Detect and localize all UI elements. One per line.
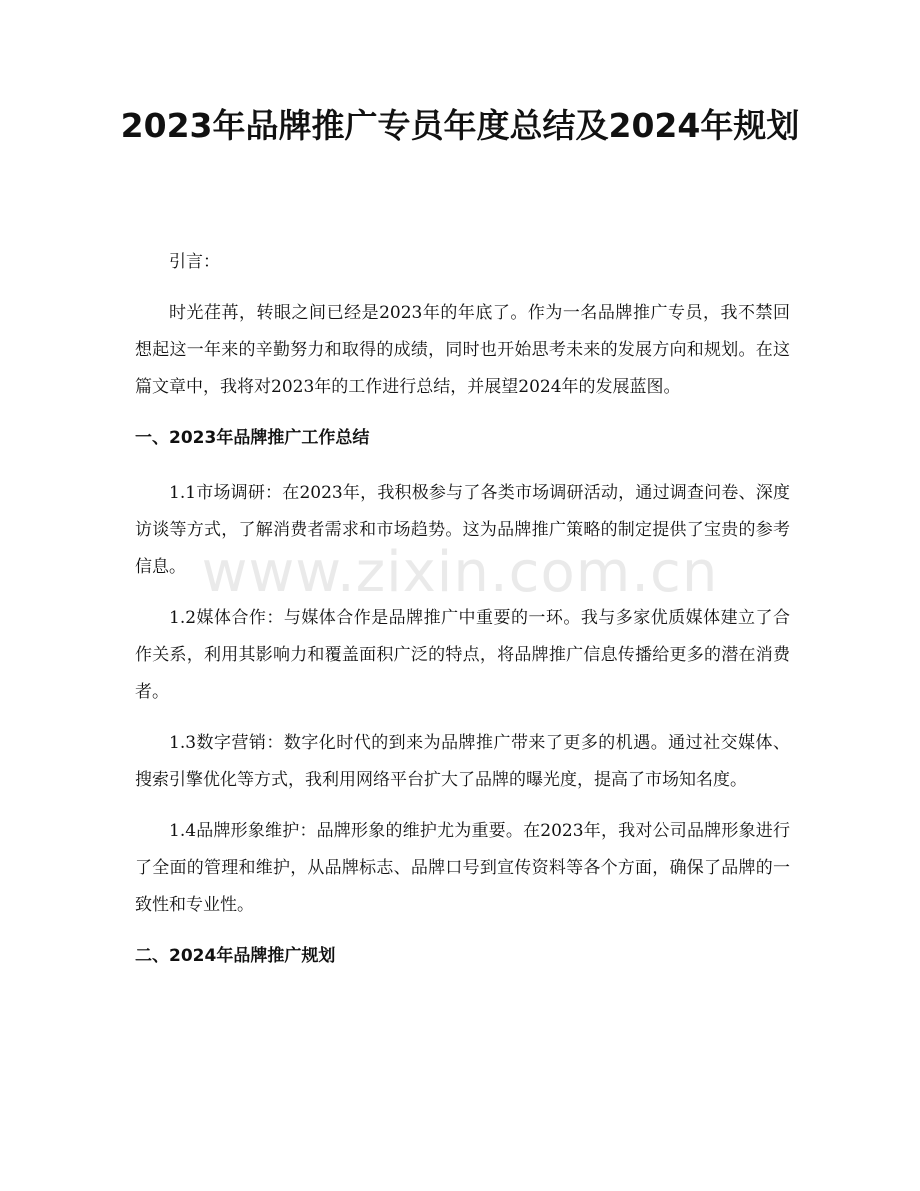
section-1-item-3: 1.3数字营销：数字化时代的到来为品牌推广带来了更多的机遇。通过社交媒体、搜索引擎优化等方式，我利用网络平台扩大了品牌的曝光度，提高了市场知名度。 <box>135 733 790 790</box>
section-1-item-4: 1.4品牌形象维护：品牌形象的维护尤为重要。在2023年，我对公司品牌形象进行了全面的管理和维护，从品牌标志、品牌口号到宣传资料等各个方面，确保了品牌的一致性和专业性。 <box>135 821 790 915</box>
section-2-heading: 二、2024年品牌推广规划 <box>135 946 336 966</box>
document-body <box>135 244 790 993</box>
section-1-heading: 一、2023年品牌推广工作总结 <box>135 428 370 448</box>
intro-paragraph: 时光荏苒，转眼之间已经是2023年的年底了。作为一名品牌推广专员，我不禁回想起这一年来的辛勤努力和取得的成绩，同时也开始思考未来的发展方向和规划。在这篇文章中，我将对2023年的工作进行总结，并展望2024年的发展蓝图。 <box>135 303 790 397</box>
watermark: www.zixin.com.cn <box>201 540 719 605</box>
document-title: 2023年品牌推广专员年度总结及2024年规划 <box>120 106 800 145</box>
section-1-item-2: 1.2媒体合作：与媒体合作是品牌推广中重要的一环。我与多家优质媒体建立了合作关系，利用其影响力和覆盖面积广泛的特点，将品牌推广信息传播给更多的潜在消费者。 <box>135 608 790 702</box>
intro-label: 引言： <box>169 252 220 272</box>
section-1-item-1: 1.1市场调研：在2023年，我积极参与了各类市场调研活动，通过调查问卷、深度访谈等方式，了解消费者需求和市场趋势。这为品牌推广策略的制定提供了宝贵的参考信息。 <box>135 483 790 577</box>
